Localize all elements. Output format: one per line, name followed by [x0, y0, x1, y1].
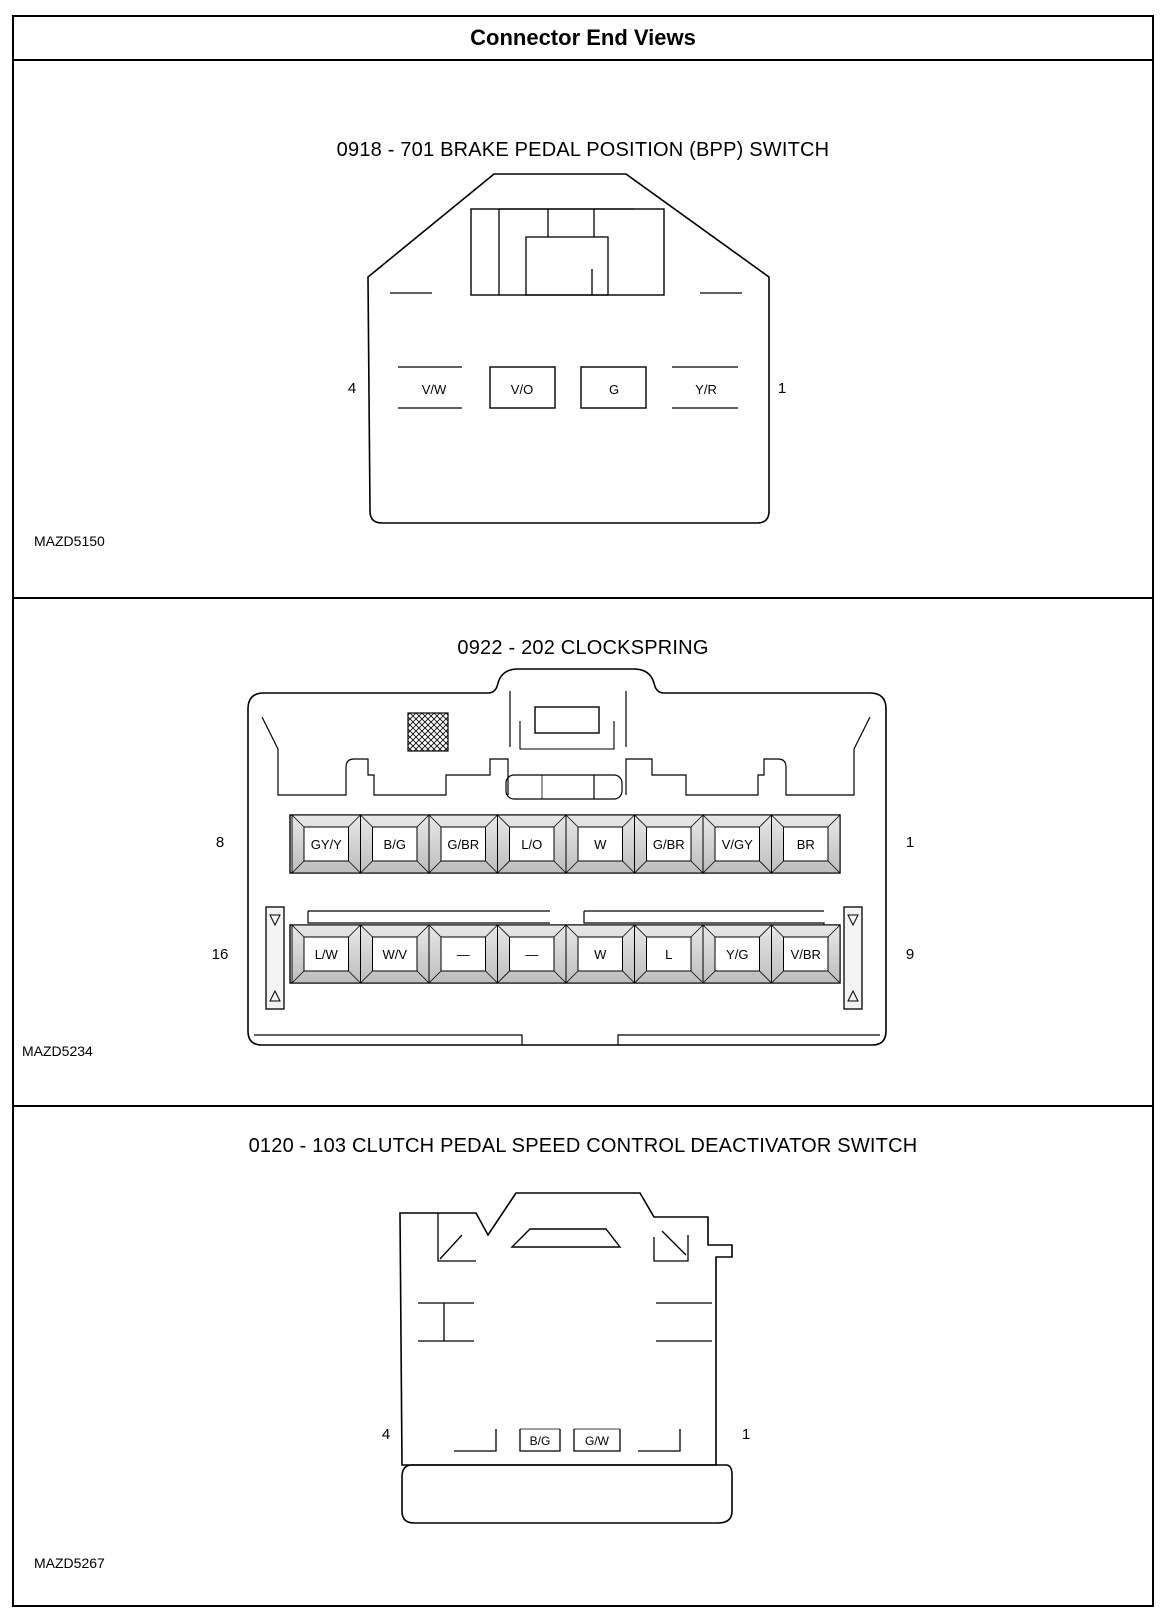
connector-title-clockspring: 0922 - 202 CLOCKSPRING	[457, 637, 709, 659]
page-frame	[12, 15, 1154, 1607]
pin-label: GY/Y	[310, 837, 342, 852]
pin-label: —	[525, 947, 539, 962]
connector-body	[400, 1193, 732, 1465]
pin-cavity	[361, 925, 430, 983]
pin-label: L/O	[521, 837, 543, 852]
figure-code: MAZD5267	[34, 1555, 105, 1571]
pin-label: W	[594, 837, 607, 852]
connector-section-clockspring	[14, 599, 1152, 1107]
pin-cavity	[772, 925, 841, 983]
side-lock-left	[418, 1303, 474, 1341]
pin-label: Y/R	[695, 382, 717, 397]
pin-label: W	[594, 947, 607, 962]
pin-label: Y/G	[726, 947, 749, 962]
pin-label: G/BR	[447, 837, 480, 852]
pin-number-row2-right: 9	[905, 946, 915, 963]
pin-cavity	[292, 815, 361, 873]
keyway	[506, 775, 622, 799]
pin-cavity	[635, 815, 704, 873]
pin-number-right: 1	[777, 380, 787, 397]
pin-label: V/GY	[721, 837, 753, 852]
pin-cavity	[361, 815, 430, 873]
pin-label: B/G	[383, 837, 406, 852]
pin-cavity	[498, 815, 567, 873]
pin-cavity	[429, 815, 498, 873]
pin-label: G	[608, 382, 620, 397]
connector-diagram-bpp	[14, 61, 1156, 599]
inner-wall	[626, 717, 870, 795]
connector-base	[402, 1465, 732, 1523]
corner-tab-right	[654, 1231, 688, 1261]
pin-cavity	[566, 925, 635, 983]
side-latch-left	[266, 907, 284, 1009]
latch-detail	[499, 209, 634, 295]
connector-title-clutch: 0120 - 103 CLUTCH PEDAL SPEED CONTROL DEACTIVATOR SWITCH	[248, 1135, 918, 1157]
pin-number-left: 4	[381, 1426, 391, 1443]
pin-cavity	[638, 1429, 680, 1451]
pin-number-row1-left: 8	[215, 834, 225, 851]
pin-label: B/G	[529, 1434, 551, 1448]
latch-inner	[535, 707, 599, 733]
pin-cavity	[429, 925, 498, 983]
pin-number-row1-right: 1	[905, 834, 915, 851]
figure-code: MAZD5150	[34, 533, 105, 549]
connector-diagram-clutch	[14, 1107, 1156, 1607]
body-bottom-rail	[254, 1035, 880, 1045]
pin-cavity	[454, 1429, 496, 1451]
connector-diagram-clockspring	[14, 599, 1156, 1107]
latch-frame	[471, 209, 664, 295]
hatched-key	[408, 713, 448, 751]
latch-rail	[520, 721, 614, 749]
pin-number-right: 1	[741, 1426, 751, 1443]
connector-section-clutch	[14, 1107, 1152, 1607]
pin-cavity	[498, 925, 567, 983]
pin-label: L/W	[314, 947, 338, 962]
page-title: Connector End Views	[470, 25, 696, 50]
connector-section-bpp	[14, 61, 1152, 599]
pin-label: G/W	[585, 1434, 609, 1448]
pin-label: V/O	[510, 382, 534, 397]
pin-label: V/W	[421, 382, 447, 397]
pin-cavity	[703, 815, 772, 873]
latch-window	[512, 1229, 620, 1247]
side-lock-right	[656, 1303, 712, 1341]
pin-label: W/V	[382, 947, 408, 962]
pin-cavity	[703, 925, 772, 983]
connector-title-bpp: 0918 - 701 BRAKE PEDAL POSITION (BPP) SWITCH	[336, 139, 830, 161]
side-latch-right	[844, 907, 862, 1009]
page-header	[14, 17, 1152, 61]
pin-cavity	[292, 925, 361, 983]
latch-inner	[526, 237, 608, 295]
pin-label: L	[665, 947, 673, 962]
pin-cavity	[772, 815, 841, 873]
latch-frame	[510, 691, 626, 747]
pin-label: BR	[796, 837, 815, 852]
connector-body	[368, 174, 769, 523]
figure-code: MAZD5234	[22, 1043, 93, 1059]
pin-number-row2-left: 16	[211, 946, 229, 963]
pin-label: G/BR	[652, 837, 685, 852]
pin-cavity	[635, 925, 704, 983]
pin-label: V/BR	[790, 947, 821, 962]
pin-label: —	[456, 947, 470, 962]
pin-cavity	[566, 815, 635, 873]
corner-tab-left	[438, 1213, 476, 1261]
inner-wall	[262, 717, 508, 795]
pin-number-left: 4	[347, 380, 357, 397]
